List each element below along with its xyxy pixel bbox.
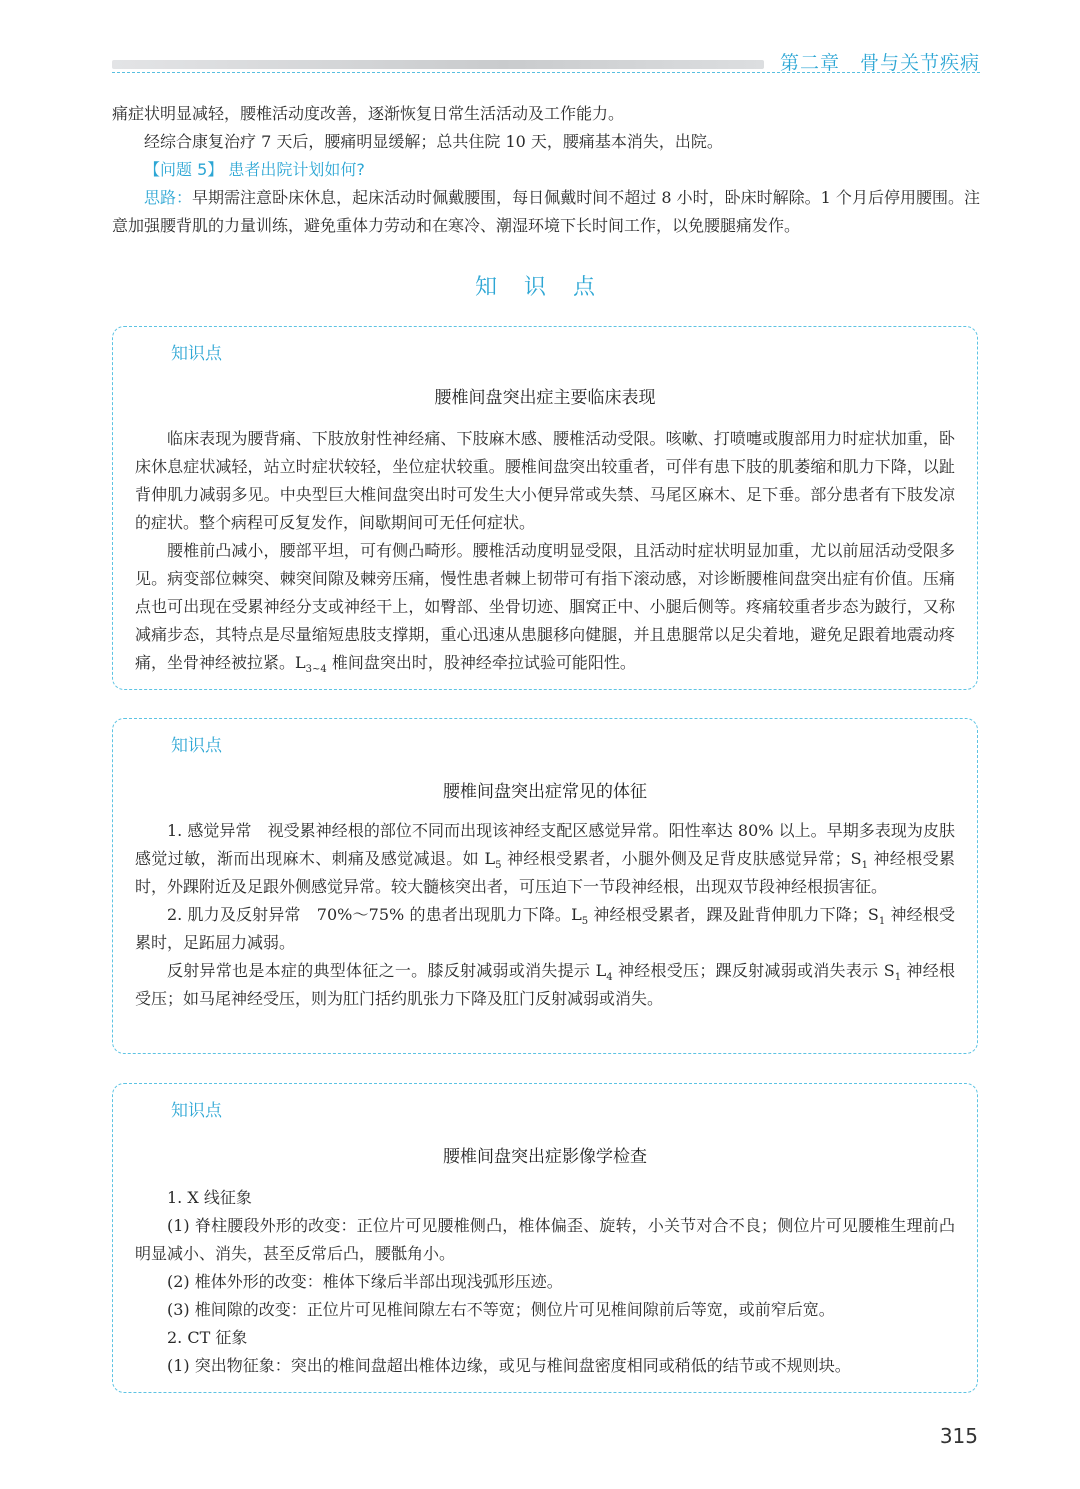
list-item: (3) 椎间隙的改变：正位片可见椎间隙左右不等宽；侧位片可见椎间隙前后等宽，或前窄后宽。 — [167, 1300, 835, 1319]
paragraph: 2. 肌力及反射异常 70%～75% 的患者出现肌力下降。$L_5$ 神经根受累者，踝及趾背伸肌力下降；$S_1$ 神经根受累时，足跖屈力减弱。 — [135, 905, 955, 952]
knowledge-box-clinical — [112, 326, 978, 690]
paragraph: 1. 感觉异常 视受累神经根的部位不同而出现该神经支配区感觉异常。阳性率达 80% 以上。早期多表现为皮肤感觉过敏，渐而出现麻木、刺痛及感觉减退。如 $L_5$ 神经根受累者，小腿外侧及足背皮肤感觉异常；$S_1$ 神经根受累时，外踝附近及足跟外侧感觉异常。较大髓核突出者，可压迫下一节段神经根，出现双节段神经根损害征。 — [135, 821, 955, 896]
list-item: (1) 突出物征象：突出的椎间盘超出椎体边缘，或见与椎间盘密度相同或稍低的结节或不规则块。 — [167, 1356, 851, 1375]
section-title: 知 识 点 — [475, 275, 605, 300]
list-item: 1. X 线征象 — [167, 1188, 252, 1207]
paragraph: 反射异常也是本症的典型体征之一。膝反射减弱或消失提示 $L_4$ 神经根受压；踝反射减弱或消失表示 $S_1$ 神经根受压；如马尾神经受压，则为肛门括约肌张力下降及肛门反射减弱或消失。 — [135, 961, 955, 1008]
question-label: 【问题 5】 患者出院计划如何? — [144, 160, 365, 179]
idea-text: 早期需注意卧床休息，起床活动时佩戴腰围，每日佩戴时间不超过 8 小时，卧床时解除。1 个月后停用腰围。注意加强腰背肌的力量训练，避免重体力劳动和在寒冷、潮湿环境下长时间工作，以免腰腿痛发作。 — [112, 188, 980, 235]
knowledge-tag: 知识点 — [171, 736, 222, 756]
knowledge-box-imaging — [112, 1083, 978, 1393]
header-decor-bar — [112, 60, 764, 69]
list-item: (2) 椎体外形的改变：椎体下缘后半部出现浅弧形压迹。 — [167, 1272, 563, 1291]
knowledge-body — [135, 425, 955, 677]
list-item: 2. CT 征象 — [167, 1328, 248, 1347]
list-item: (1) 脊柱腰段外形的改变：正位片可见腰椎侧凸，椎体偏歪、旋转，小关节对合不良；侧位片可见腰椎生理前凸明显减小、消失，甚至反常后凸，腰骶角小。 — [135, 1216, 955, 1263]
paragraph: 腰椎前凸减小，腰部平坦，可有侧凸畸形。腰椎活动度明显受限，且活动时症状明显加重，尤以前屈活动受限多见。病变部位棘突、棘突间隙及棘旁压痛，慢性患者棘上韧带可有指下滚动感，对诊断腰椎间盘突出症有价值。压痛点也可出现在受累神经分支或神经干上，如臀部、坐骨切迹、腘窝正中、小腿后侧等。疼痛较重者步态为跛行，又称减痛步态，其特点是尽量缩短患肢支撑期，重心迅速从患腿移向健腿，并且患腿常以足尖着地，避免足跟着地震动疼痛，坐骨神经被拉紧。$L_{3\sim 4}$ 椎间盘突出时，股神经牵拉试验可能阳性。 — [135, 541, 955, 676]
top-text — [112, 100, 980, 240]
knowledge-body — [135, 1184, 955, 1380]
knowledge-tag: 知识点 — [171, 1101, 222, 1121]
idea-paragraph — [112, 184, 980, 240]
knowledge-tag: 知识点 — [171, 344, 222, 364]
knowledge-title: 腰椎间盘突出症影像学检查 — [443, 1147, 647, 1167]
knowledge-title: 腰椎间盘突出症主要临床表现 — [434, 388, 656, 408]
paragraph: 临床表现为腰背痛、下肢放射性神经痛、下肢麻木感、腰椎活动受限。咳嗽、打喷嚏或腹部用力时症状加重，卧床休息症状减轻，站立时症状较轻，坐位症状较重。腰椎间盘突出较重者，可伴有患下肢的肌萎缩和肌力下降，以趾背伸肌力减弱多见。中央型巨大椎间盘突出时可发生大小便异常或失禁、马尾区麻木、足下垂。部分患者有下肢发凉的症状。整个病程可反复发作，间歇期间可无任何症状。 — [135, 429, 955, 532]
question-heading — [112, 156, 980, 184]
knowledge-title: 腰椎间盘突出症常见的体征 — [443, 782, 647, 802]
page-number: 315 — [939, 1424, 978, 1448]
knowledge-box-signs — [112, 718, 978, 1054]
idea-label: 思路： — [144, 188, 193, 207]
knowledge-body — [135, 817, 955, 1013]
paragraph: 痛症状明显减轻，腰椎活动度改善，逐渐恢复日常生活活动及工作能力。 — [112, 104, 625, 123]
chapter-title: 第二章 骨与关节疾病 — [779, 52, 980, 74]
paragraph: 经综合康复治疗 7 天后，腰痛明显缓解；总共住院 10 天，腰痛基本消失，出院。 — [144, 132, 723, 151]
